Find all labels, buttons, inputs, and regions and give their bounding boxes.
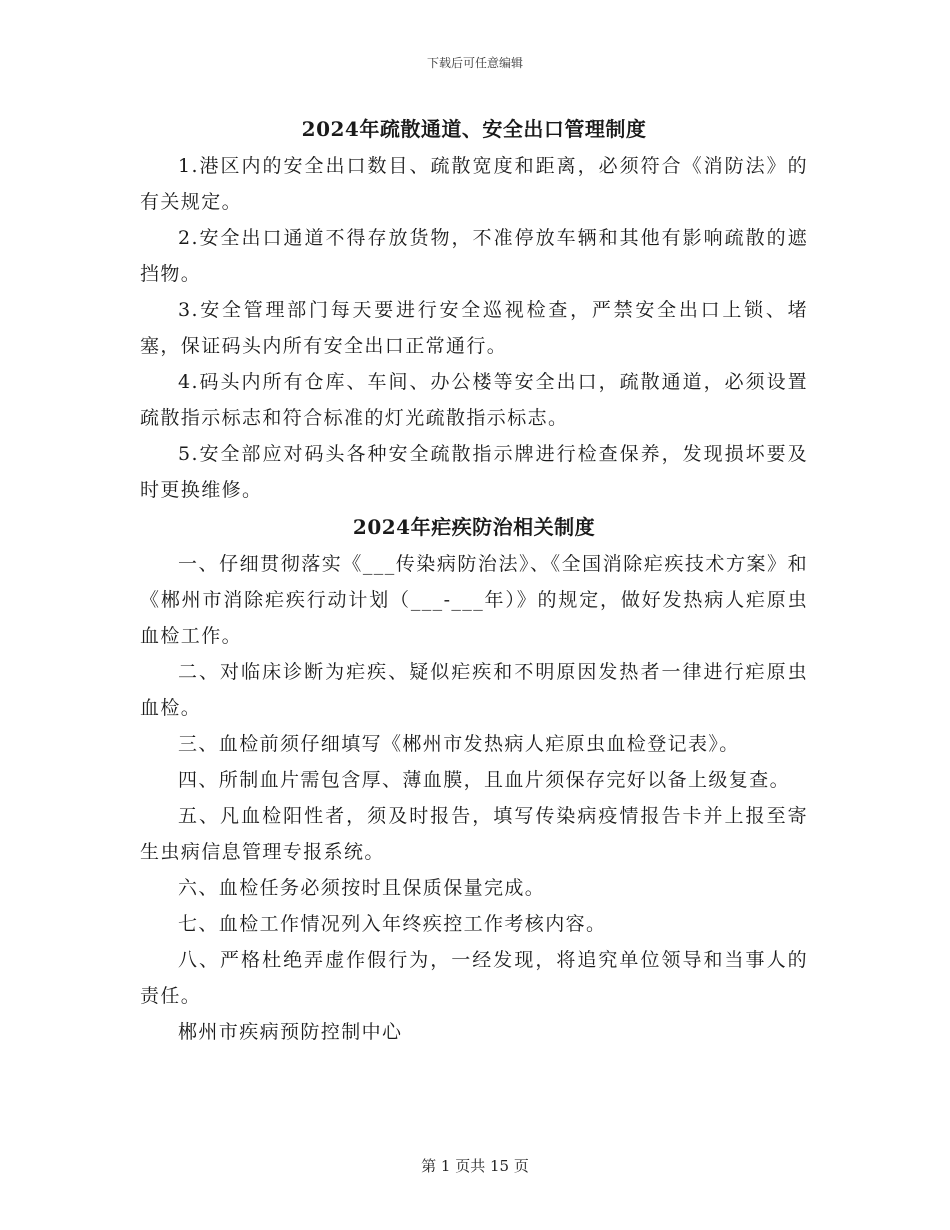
signature-org: 郴州市疾病预防控制中心 xyxy=(178,1021,403,1043)
paragraph: 七、血检工作情况列入年终疾控工作考核内容。 xyxy=(178,913,607,935)
paragraph: 三、血检前须仔细填写《郴州市发热病人疟原虫血检登记表》。 xyxy=(178,733,740,755)
paragraph: 六、血检任务必须按时且保质保量完成。 xyxy=(178,877,546,899)
section-title: 2024年疟疾防治相关制度 xyxy=(352,515,596,539)
paragraph: 5.安全部应对码头各种安全疏散指示牌进行检查保养，发现损坏要及时更换维修。 xyxy=(140,443,808,501)
paragraph: 3.安全管理部门每天要进行安全巡视检查，严禁安全出口上锁、堵塞，保证码头内所有安全出口正常通行。 xyxy=(140,299,808,357)
paragraph: 4.码头内所有仓库、车间、办公楼等安全出口，疏散通道，必须设置疏散指示标志和符合标准的灯光疏散指示标志。 xyxy=(140,371,808,429)
paragraph: 四、所制血片需包含厚、薄血膜，且血片须保存完好以备上级复查。 xyxy=(178,769,791,791)
paragraph: 八、严格杜绝弄虚作假行为，一经发现，将追究单位领导和当事人的责任。 xyxy=(140,949,808,1007)
document-body xyxy=(140,110,808,1050)
section-evacuation xyxy=(140,110,808,508)
paragraph: 2.安全出口通道不得存放货物，不准停放车辆和其他有影响疏散的遮挡物。 xyxy=(140,227,808,285)
section-title: 2024年疏散通道、安全出口管理制度 xyxy=(301,117,647,141)
section-malaria xyxy=(140,508,808,1050)
header-note: 下载后可任意编辑 xyxy=(426,56,523,70)
page-footer: 第 1 页共 15 页 xyxy=(421,1157,529,1175)
paragraph: 一、仔细贯彻落实《___传染病防治法》、《全国消除疟疾技术方案》和《郴州市消除疟疾行动计划（___-___年）》的规定，做好发热病人疟原虫血检工作。 xyxy=(140,553,808,647)
paragraph: 二、对临床诊断为疟疾、疑似疟疾和不明原因发热者一律进行疟原虫血检。 xyxy=(140,661,808,719)
paragraph: 1.港区内的安全出口数目、疏散宽度和距离，必须符合《消防法》的有关规定。 xyxy=(140,155,808,213)
paragraph: 五、凡血检阳性者，须及时报告，填写传染病疫情报告卡并上报至寄生虫病信息管理专报系统。 xyxy=(140,805,808,863)
